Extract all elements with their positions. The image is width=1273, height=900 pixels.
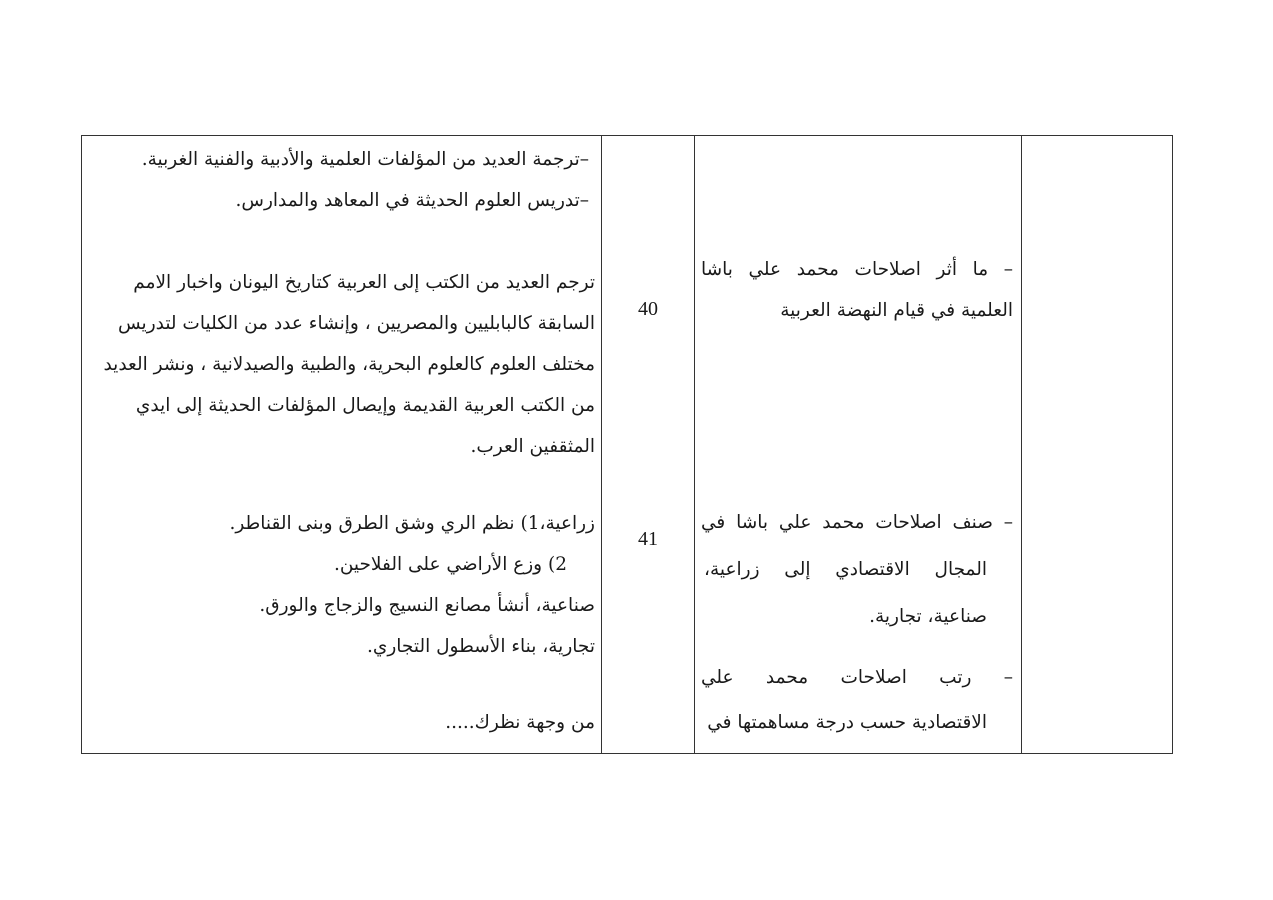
- answer-line: تجارية، بناء الأسطول التجاري.: [366, 636, 595, 657]
- question-line: صناعية، تجارية.: [869, 606, 987, 627]
- question-line: – ما أثر اصلاحات محمد علي باشا: [701, 259, 1013, 280]
- question-line: العلمية في قيام النهضة العربية: [780, 300, 1013, 321]
- question-number: 40: [638, 298, 658, 320]
- answer-line: ترجم العديد من الكتب إلى العربية كتاريخ اليونان واخبار الامم: [133, 272, 595, 293]
- question-line: – رتب اصلاحات محمد علي: [701, 667, 1013, 688]
- question-line: الاقتصادية حسب درجة مساهمتها في: [707, 712, 987, 733]
- answer-line: المثقفين العرب.: [470, 436, 595, 457]
- answer-line: –ترجمة العديد من المؤلفات العلمية والأدبية والفنية الغربية.: [141, 149, 589, 170]
- answer-line: السابقة كالبابليين والمصريين ، وإنشاء عدد من الكليات لتدريس: [117, 313, 595, 334]
- answer-line: من الكتب العربية القديمة وإيصال المؤلفات الحديثة إلى ايدي: [135, 395, 595, 416]
- answer-line: –تدريس العلوم الحديثة في المعاهد والمدارس.: [235, 190, 589, 211]
- column-divider: [601, 136, 602, 753]
- answer-line: زراعية،1) نظم الري وشق الطرق وبنى القناطر.: [229, 513, 595, 534]
- question-line: – صنف اصلاحات محمد علي باشا في: [701, 512, 1013, 533]
- answer-line: 2) وزع الأراضي على الفلاحين.: [333, 554, 567, 575]
- document-table: [81, 135, 1173, 754]
- column-divider: [1021, 136, 1022, 753]
- question-line: المجال الاقتصادي إلى زراعية،: [704, 559, 987, 580]
- column-divider: [694, 136, 695, 753]
- answer-line: مختلف العلوم كالعلوم البحرية، والطبية والصيدلانية ، ونشر العديد: [103, 354, 595, 375]
- answer-line: صناعية، أنشأ مصانع النسيج والزجاج والورق.: [259, 595, 595, 616]
- question-number: 41: [638, 528, 658, 550]
- answer-line: من وجهة نظرك.....: [445, 712, 595, 733]
